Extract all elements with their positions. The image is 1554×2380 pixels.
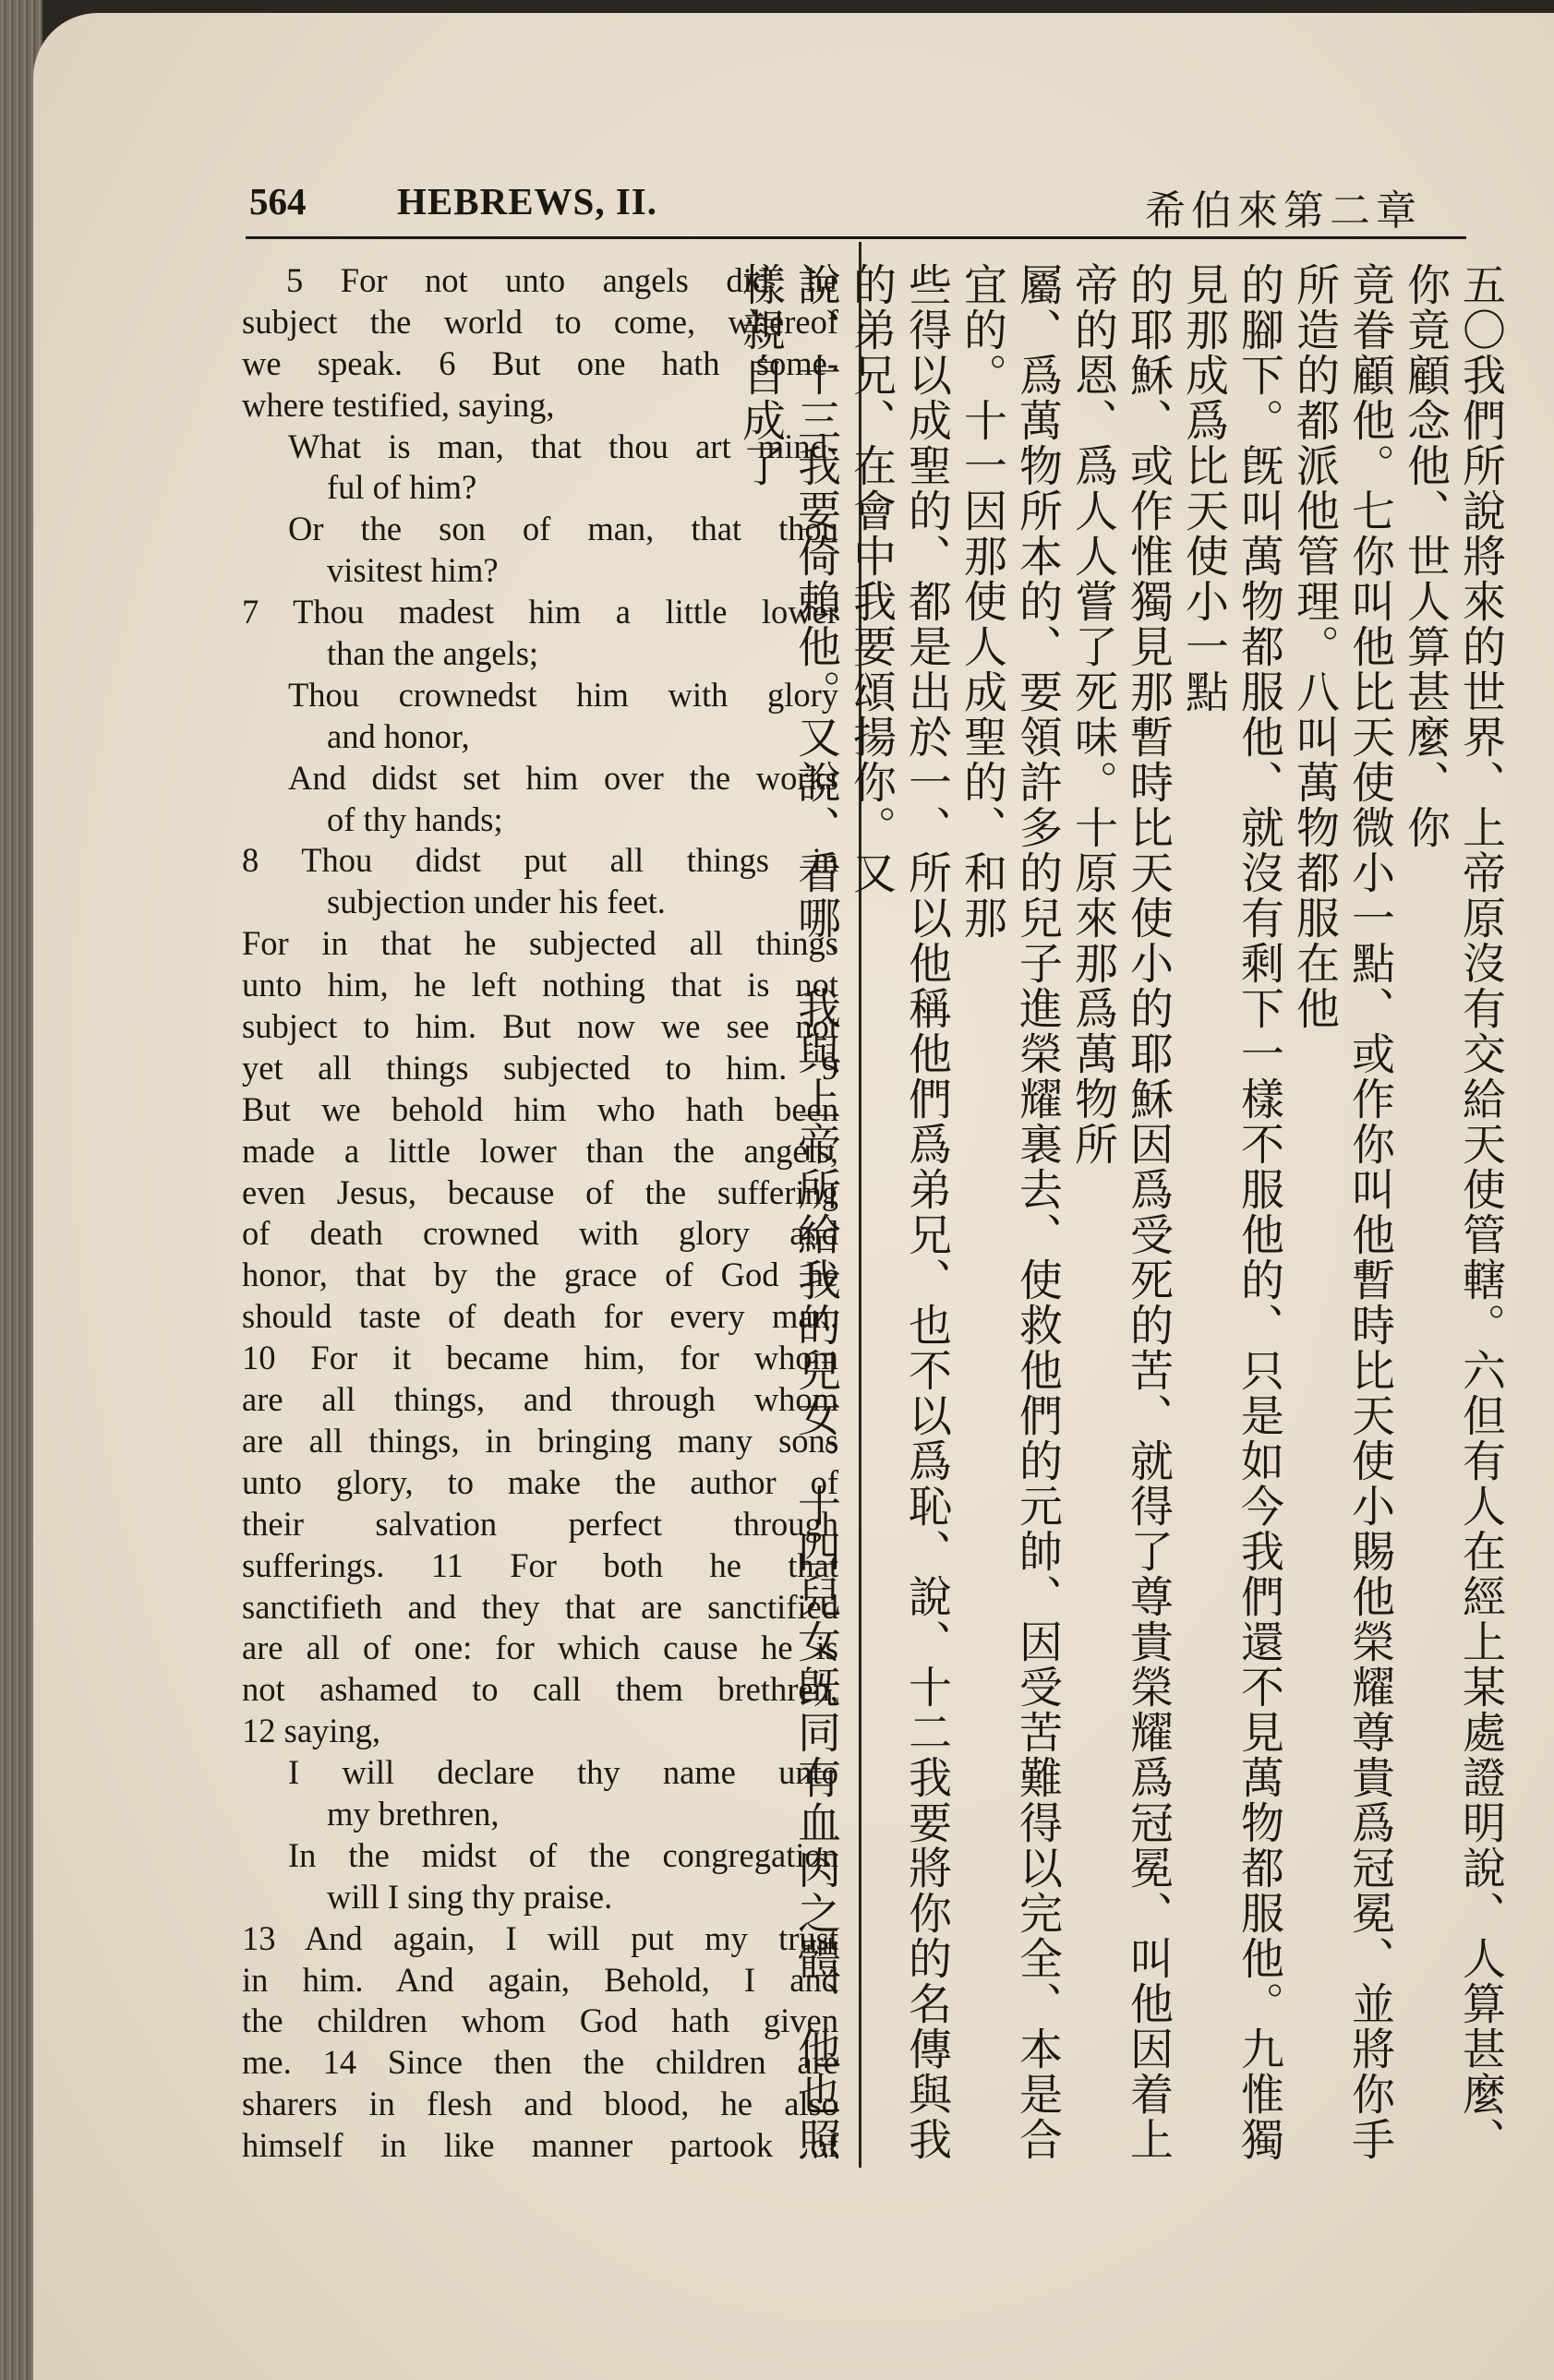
english-line: sanctifieth and they that are sanctified [242,1587,838,1626]
chinese-running-title: 希伯來第二章 [1145,187,1422,234]
chinese-text-column [735,262,1508,2182]
chinese-column: 的耶穌、或作惟獨見那暫時比天使小的耶穌因爲受死的苦、就得了尊貴榮耀爲冠冕、叫他因着上帝的恩、爲人人嘗了死味。十原來那爲萬物所 [1067,262,1174,2162]
english-line: sufferings. 11 For both he that [242,1545,838,1584]
english-line: even Jesus, because of the suffering [242,1172,838,1211]
chinese-column: 五〇我們所說將來的世界、上帝原沒有交給天使管轄。六但有人在經上某處證明說、人算甚麼、你竟顧念他、世人算甚麼、你 [1400,262,1506,2162]
english-line: 7 Thou madest him a little lower [242,593,838,631]
english-line: 12 saying, [242,1712,381,1750]
english-line: Thou crownedst him with glory [288,675,838,714]
english-line: ful of him? [327,468,477,507]
english-line: made a little lower than the angels, [242,1131,838,1170]
english-line: should taste of death for every man. [242,1297,838,1336]
chinese-column: 竟眷顧他。七你叫他比天使微小一點、或作你叫他暫時比天使小賜他榮耀尊貴爲冠冕、並將你手所造的都派他管理。八叫萬物都服在他 [1289,262,1395,2162]
english-line: sharers in flesh and blood, he also [242,2085,838,2123]
english-line: not ashamed to call them brethren, [242,1670,838,1709]
page-header [212,174,1477,234]
english-line: my brethren, [327,1794,500,1833]
english-line: their salvation perfect through [242,1504,838,1543]
english-line: subject the world to come, whereof [242,302,838,341]
english-line: 8 Thou didst put all things in [242,841,838,880]
chinese-column: 屬、爲萬物所本的、要領許多的兒子進榮耀裏去、使救他們的元帥、因受苦難得以完全、本是合宜的。十一因那使人成聖的、和那 [957,262,1063,2162]
english-line: visitest him? [327,551,499,590]
english-line: subjection under his feet. [327,883,666,921]
english-line: will I sing thy praise. [327,1877,613,1916]
english-line: where testified, saying, [242,385,555,424]
english-line: himself in like manner partook of [242,2126,838,2165]
english-line: in him. And again, Behold, I and [242,1960,838,1999]
english-line: But we behold him who hath been [242,1089,838,1128]
english-line: of thy hands; [327,799,503,838]
english-line: and honor, [327,716,470,755]
english-line: honor, that by the grace of God he [242,1256,838,1294]
header-rule [246,236,1466,239]
english-line: me. 14 Since then the children are [242,2043,838,2082]
english-line: subject to him. But now we see not [242,1007,838,1046]
english-line: the children whom God hath given [242,2001,838,2040]
english-line: For in that he subjected all things [242,924,838,963]
chinese-column: 的腳下。旣叫萬物都服他、就沒有剩下一樣不服他的、只是如今我們還不見萬物都服他。九惟獨見那成爲比天使小一點 [1178,262,1284,2162]
english-line: 10 For it became him, for whom [242,1339,838,1377]
english-line: yet all things subjected to him. 9 [242,1048,838,1087]
chinese-column: 些得以成聖的、都是出於一、所以他稱他們爲弟兄、也不以爲恥、說、十二我要將你的名傳與我的弟兄、在會中我要頌揚你。又 [846,262,952,2162]
english-line: of death crowned with glory and [242,1214,838,1253]
english-line: are all of one: for which cause he is [242,1629,838,1667]
chinese-column: 說、十三我要倚賴他。又說、看哪、我與上帝所給我的兒女。十四兒女旣同有血肉之體、他也照樣親自成了 [735,262,841,2162]
english-line: 5 For not unto angels did he [286,261,838,299]
english-line: What is man, that thou art mind- [288,427,838,465]
english-line: we speak. 6 But one hath some- [242,343,838,382]
english-line: 13 And again, I will put my trust [242,1918,838,1957]
english-line: Or the son of man, that thou [288,510,838,548]
english-line: than the angels; [327,634,539,673]
english-line: unto glory, to make the author of [242,1462,838,1501]
english-line: I will declare thy name unto [288,1753,838,1792]
english-line: are all things, in bringing many sons [242,1421,838,1460]
english-line: unto him, he left nothing that is not [242,966,838,1004]
english-line: are all things, and through whom [242,1380,838,1419]
page-number: 564 [249,180,307,222]
running-title: HEBREWS, II. [397,180,658,222]
english-line: And didst set him over the works [288,758,838,797]
english-line: In the midst of the congregation [288,1835,838,1874]
